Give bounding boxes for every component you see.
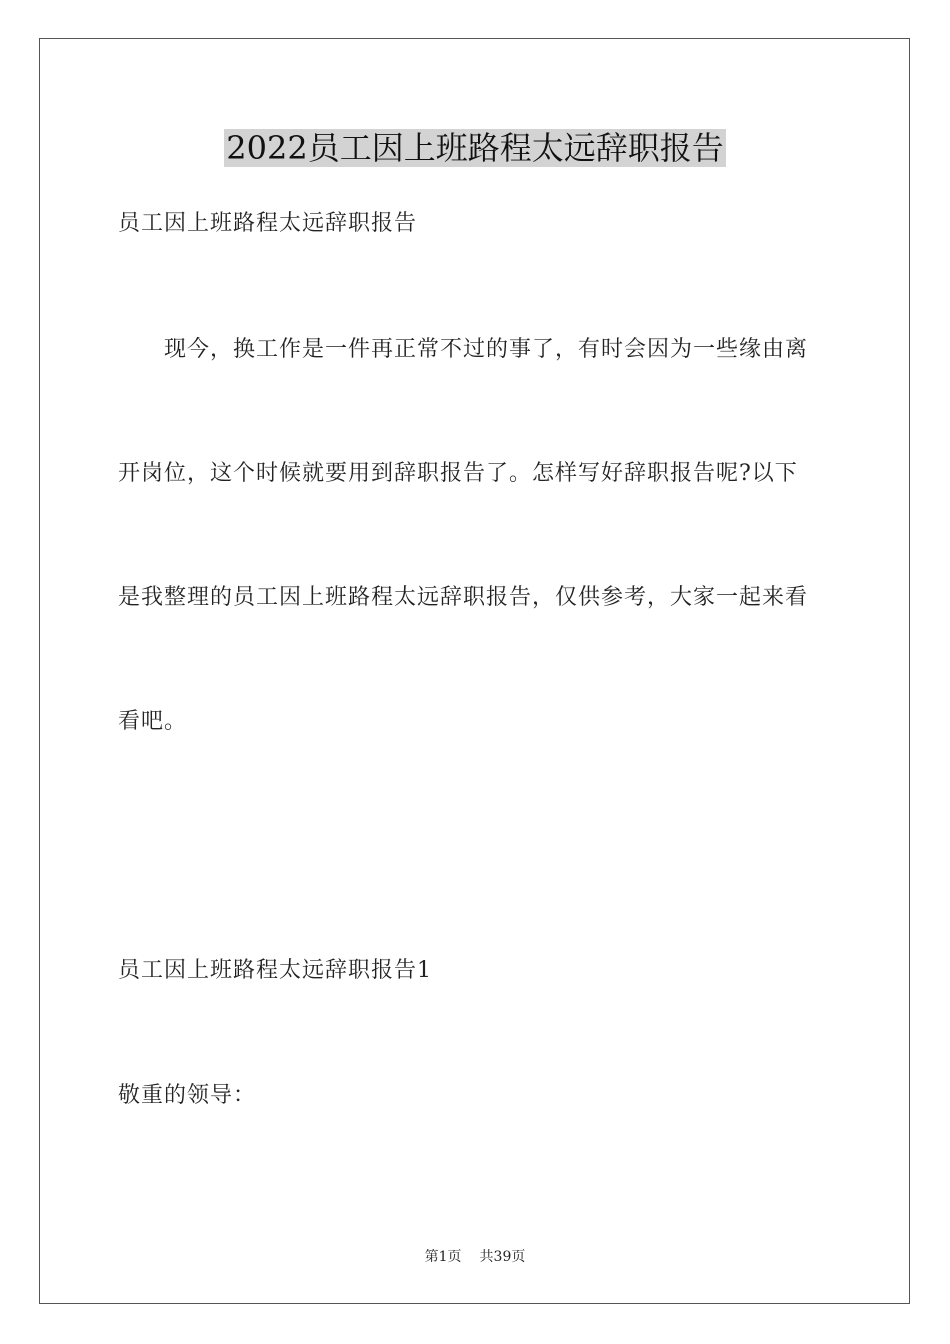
- page-footer: [0, 1247, 950, 1267]
- page-total: 共39页: [479, 1249, 526, 1265]
- intro-line-3: 是我整理的员工因上班路程太远辞职报告，仅供参考，大家一起来看: [118, 585, 809, 610]
- page-number: 第1页: [424, 1249, 462, 1265]
- document-subtitle: 员工因上班路程太远辞职报告: [118, 211, 418, 236]
- section-heading: 员工因上班路程太远辞职报告1: [118, 958, 432, 983]
- intro-line-1: 现今，换工作是一件再正常不过的事了，有时会因为一些缘由离: [164, 337, 809, 362]
- intro-line-4: 看吧。: [118, 709, 188, 734]
- intro-line-2: 开岗位，这个时候就要用到辞职报告了。怎样写好辞职报告呢?以下: [118, 461, 798, 486]
- salutation: 敬重的领导：: [118, 1083, 257, 1108]
- document-title-text: 2022员工因上班路程太远辞职报告: [226, 129, 724, 167]
- document-title: [0, 126, 950, 170]
